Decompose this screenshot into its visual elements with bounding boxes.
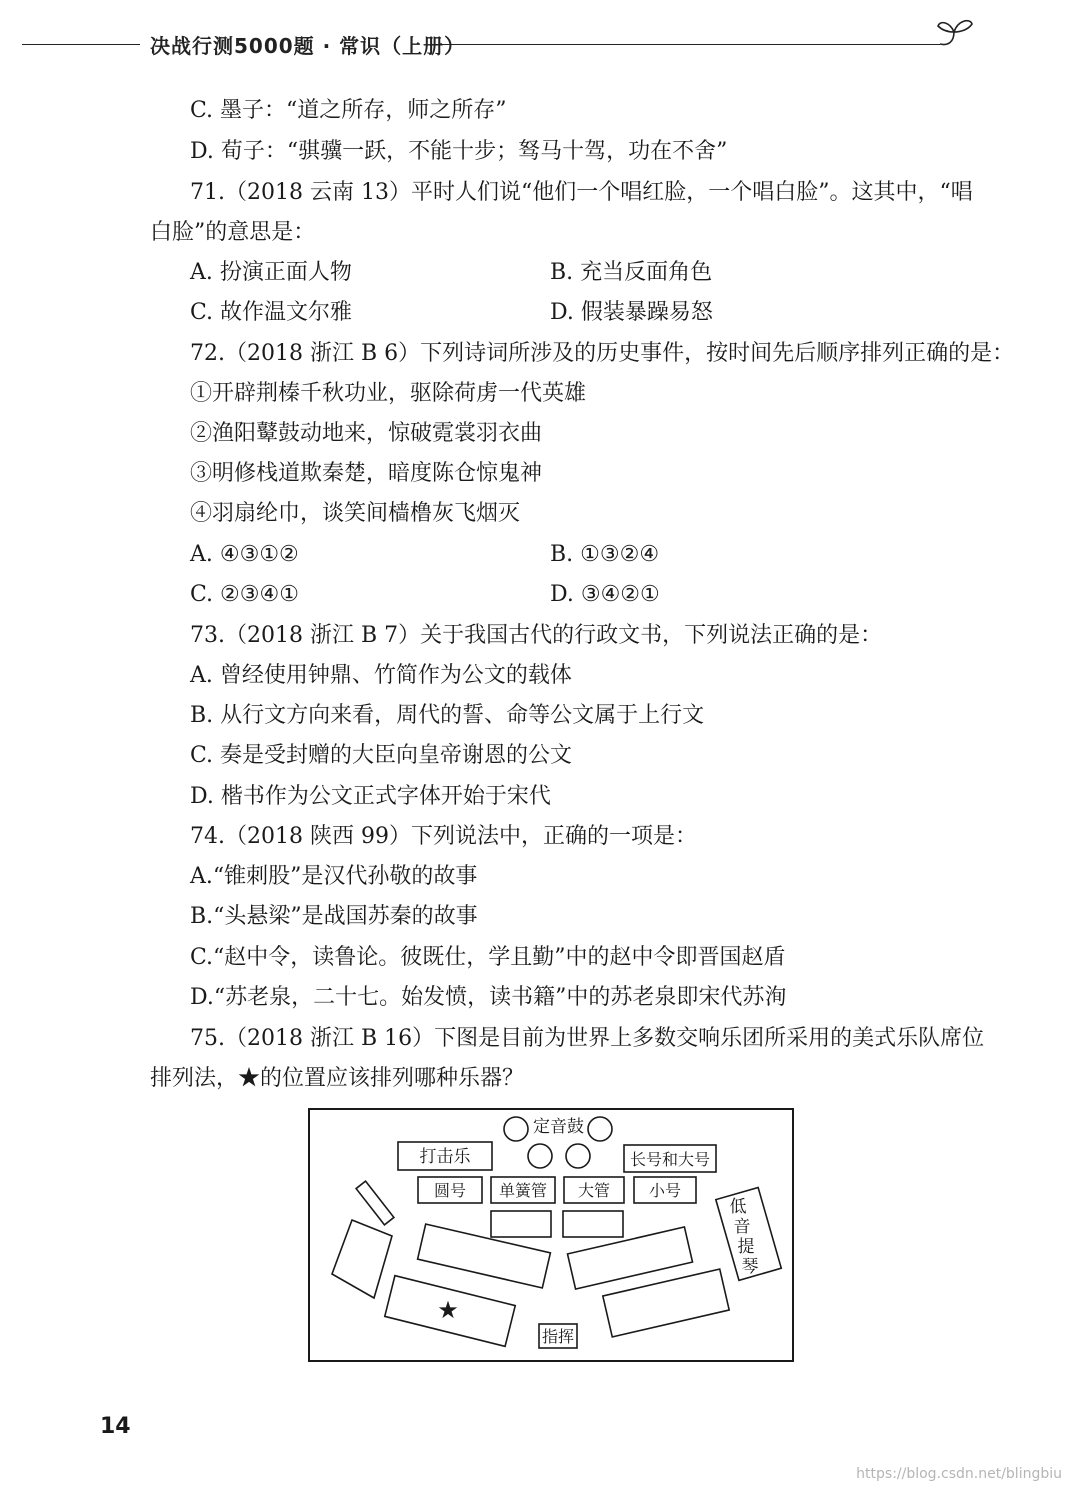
trumpet-label: 小号: [648, 1181, 682, 1200]
q74-option-a: A.“锥刺股”是汉代孙敬的故事: [190, 864, 478, 889]
q72-option-c: C. ②③④①: [190, 582, 299, 607]
running-header-title: 决战行测5000题 · 常识（上册）: [150, 34, 466, 58]
q71-option-c: C. 故作温文尔雅: [190, 300, 353, 325]
q71-option-d: D. 假装暴躁易怒: [550, 300, 713, 325]
q74-stem: 74.（2018 陕西 99）下列说法中，正确的一项是：: [190, 824, 697, 849]
q71-option-b: B. 充当反面角色: [550, 260, 713, 285]
orchestra-seating-diagram: [308, 1108, 796, 1364]
q72-item-1: ①开辟荆榛千秋功业，驱除荷虏一代英雄: [190, 381, 587, 406]
q70-option-c: C. 墨子：“道之所存，师之所存”: [190, 98, 507, 123]
q72-option-d: D. ③④②①: [550, 582, 660, 607]
clarinet-label: 单簧管: [498, 1181, 548, 1200]
q73-stem: 73.（2018 浙江 B 7）关于我国古代的行政文书，下列说法正确的是：: [190, 623, 883, 648]
q72-option-b: B. ①③②④: [550, 542, 660, 567]
double-bass-char-3: 提: [737, 1237, 755, 1257]
q70-option-d: D. 荀子：“骐骥一跃，不能十步；驽马十驾，功在不舍”: [190, 139, 728, 164]
q73-option-b: B. 从行文方向来看，周代的誓、命等公文属于上行文: [190, 703, 705, 728]
double-bass-char-4: 琴: [741, 1257, 759, 1277]
q71-option-a: A. 扮演正面人物: [190, 260, 352, 285]
q73-option-c: C. 奏是受封赠的大臣向皇帝谢恩的公文: [190, 743, 573, 768]
q71-stem-line1: 71.（2018 云南 13）平时人们说“他们一个唱红脸，一个唱白脸”。这其中，“唱: [190, 180, 973, 205]
q74-option-c: C.“赵中令，读鲁论。彼既仕，学且勤”中的赵中令即晋国赵盾: [190, 945, 786, 970]
q74-option-d: D.“苏老泉，二十七。始发愤，读书籍”中的苏老泉即宋代苏洵: [190, 985, 787, 1010]
source-watermark: https://blog.csdn.net/blingbiu: [856, 1466, 1062, 1482]
star-marker: ★: [437, 1296, 459, 1324]
percussion-label: 打击乐: [419, 1147, 471, 1167]
double-bass-char-2: 音: [733, 1217, 751, 1237]
q72-item-2: ②渔阳鼙鼓动地来，惊破霓裳羽衣曲: [190, 421, 543, 446]
french-horn-label: 圆号: [433, 1181, 467, 1200]
conductor-label: 指挥: [541, 1327, 575, 1346]
bassoon-label: 大管: [577, 1181, 611, 1200]
q75-stem-line1: 75.（2018 浙江 B 16）下图是目前为世界上多数交响乐团所采用的美式乐队席位: [190, 1026, 985, 1051]
page-number: 14: [100, 1414, 131, 1439]
woodwind-box-left: [491, 1211, 551, 1237]
q72-item-3: ③明修栈道欺秦楚，暗度陈仓惊鬼神: [190, 461, 543, 486]
q74-option-b: B.“头悬梁”是战国苏秦的故事: [190, 904, 478, 929]
q71-stem-line2: 白脸”的意思是：: [150, 220, 316, 245]
q73-option-a: A. 曾经使用钟鼎、竹简作为公文的载体: [190, 663, 572, 688]
trombone-tuba-label: 长号和大号: [629, 1150, 711, 1169]
double-bass-char-1: 低: [729, 1197, 747, 1217]
q72-option-a: A. ④③①②: [190, 542, 299, 567]
woodwind-box-right: [563, 1211, 623, 1237]
q75-stem-line2: 排列法，★的位置应该排列哪种乐器？: [150, 1066, 525, 1091]
header-rule-right: [430, 44, 940, 45]
q73-option-d: D. 楷书作为公文正式字体开始于宋代: [190, 784, 551, 809]
q72-stem: 72.（2018 浙江 B 6）下列诗词所涉及的历史事件，按时间先后顺序排列正确的是：: [190, 341, 1015, 366]
q72-item-4: ④羽扇纶巾，谈笑间樯橹灰飞烟灭: [190, 501, 521, 526]
timpani-label: 定音鼓: [533, 1117, 584, 1137]
sprout-icon: [932, 10, 978, 50]
header-rule-left: [22, 44, 140, 45]
